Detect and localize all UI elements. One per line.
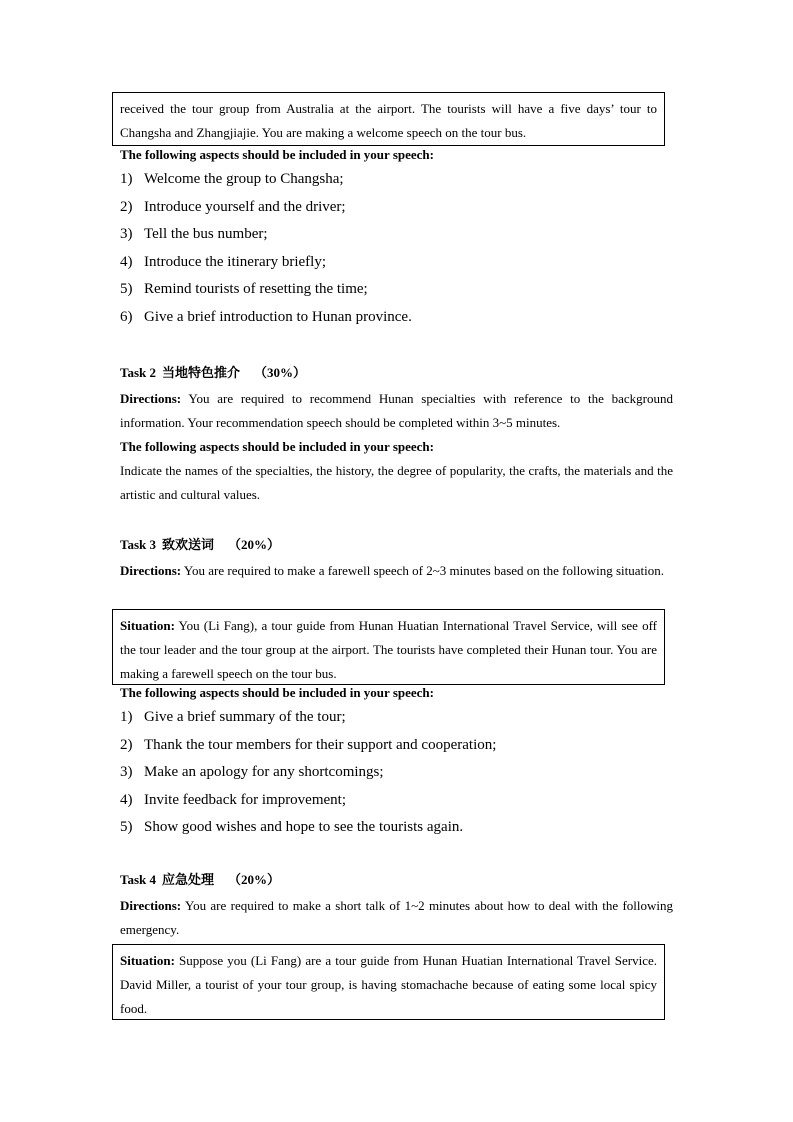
list-item-text: Make an apology for any shortcomings; — [144, 764, 384, 781]
task3-label: Task 3 — [120, 537, 157, 552]
situation-text: Suppose you (Li Fang) are a tour guide from Hunan Huatian International Travel Service. David Miller, a tourist of your tour group, is having stomachache because of eating some local spicy food. — [120, 953, 657, 1016]
list-item-text: Remind tourists of resetting the time; — [144, 281, 368, 298]
list-item-text: Introduce yourself and the driver; — [144, 198, 346, 215]
directions-text: You are required to make a farewell speech of 2~3 minutes based on the following situation. — [183, 563, 665, 578]
task2-title: 当地特色推介 — [162, 366, 241, 381]
list-item-text: Introduce the itinerary briefly; — [144, 253, 327, 270]
list-item-text: Invite feedback for improvement; — [144, 791, 347, 808]
list-item — [120, 732, 496, 760]
directions-text: You are required to make a short talk of 1~2 minutes about how to deal with the following emergency. — [120, 898, 673, 937]
directions-label: Directions: — [120, 391, 182, 406]
list-item-number: 5) — [120, 819, 133, 836]
situation-label: Situation: — [120, 953, 175, 968]
task2-percent: （30%） — [254, 365, 307, 380]
list-item-number: 2) — [120, 198, 133, 215]
task4-percent: （20%） — [228, 872, 281, 887]
list-item — [120, 276, 412, 304]
list-item — [120, 249, 412, 277]
list-item-number: 4) — [120, 253, 133, 270]
list-item-number: 3) — [120, 764, 133, 781]
list-item-number: 2) — [120, 736, 133, 753]
task4-label: Task 4 — [120, 872, 157, 887]
task3-percent: （20%） — [228, 537, 281, 552]
directions-text: You are required to recommend Hunan specialties with reference to the background information. Your recommendation speech should be completed within 3~5 minutes. — [120, 391, 673, 430]
list-item — [120, 759, 496, 787]
list-item — [120, 704, 496, 732]
task1-situation-box — [112, 92, 665, 146]
task3-situation-box — [112, 609, 665, 685]
list-item — [120, 166, 412, 194]
task1-aspects-list — [120, 166, 412, 332]
task1-situation-text: received the tour group from Australia at the airport. The tourists will have a five days’ tour to Changsha and Zhangjiajie. You are making a welcome speech on the tour bus. — [120, 101, 657, 140]
list-item-number: 6) — [120, 308, 133, 325]
list-item-text: Show good wishes and hope to see the tourists again. — [144, 819, 464, 836]
list-item-number: 4) — [120, 791, 133, 808]
task4-heading — [120, 872, 280, 889]
task4-situation-text — [120, 949, 657, 1021]
list-item — [120, 787, 496, 815]
list-item-text: Tell the bus number; — [144, 226, 268, 243]
task3-aspects-list — [120, 704, 496, 842]
task2-label: Task 2 — [120, 365, 157, 380]
list-item-text: Give a brief introduction to Hunan province. — [144, 308, 412, 325]
task3-aspects-header: The following aspects should be included in your speech: — [120, 685, 434, 700]
list-item-number: 5) — [120, 281, 133, 298]
list-item — [120, 221, 412, 249]
directions-label: Directions: — [120, 563, 182, 578]
list-item-text: Welcome the group to Changsha; — [144, 171, 344, 187]
list-item-number: 1) — [120, 709, 133, 725]
task2-directions — [120, 387, 673, 435]
list-item — [120, 304, 412, 332]
task4-situation-box — [112, 944, 665, 1020]
list-item-number: 1) — [120, 171, 133, 187]
directions-label: Directions: — [120, 898, 182, 913]
list-item — [120, 194, 412, 222]
list-item-text: Give a brief summary of the tour; — [144, 709, 346, 725]
list-item-text: Thank the tour members for their support and cooperation; — [144, 736, 497, 753]
situation-text: You (Li Fang), a tour guide from Hunan Huatian International Travel Service, will see off the tour leader and the tour group at the airport. The tourists have completed their Hunan tour. You are making a farewell speech on the tour bus. — [120, 618, 657, 681]
task3-situation-text — [120, 614, 657, 686]
situation-label: Situation: — [120, 618, 175, 633]
task2-aspects-text: Indicate the names of the specialties, the history, the degree of popularity, the crafts, the materials and the artistic and cultural values. — [120, 463, 673, 502]
task2-aspects-header: The following aspects should be included in your speech: — [120, 439, 434, 454]
task3-title: 致欢送词 — [162, 538, 215, 553]
list-item-number: 3) — [120, 226, 133, 243]
task2-heading — [120, 365, 306, 382]
task3-heading — [120, 537, 280, 554]
task4-title: 应急处理 — [162, 873, 215, 888]
task4-directions — [120, 894, 673, 942]
task3-directions — [120, 559, 673, 583]
list-item — [120, 814, 496, 842]
task1-aspects-header: The following aspects should be included in your speech: — [120, 147, 434, 162]
